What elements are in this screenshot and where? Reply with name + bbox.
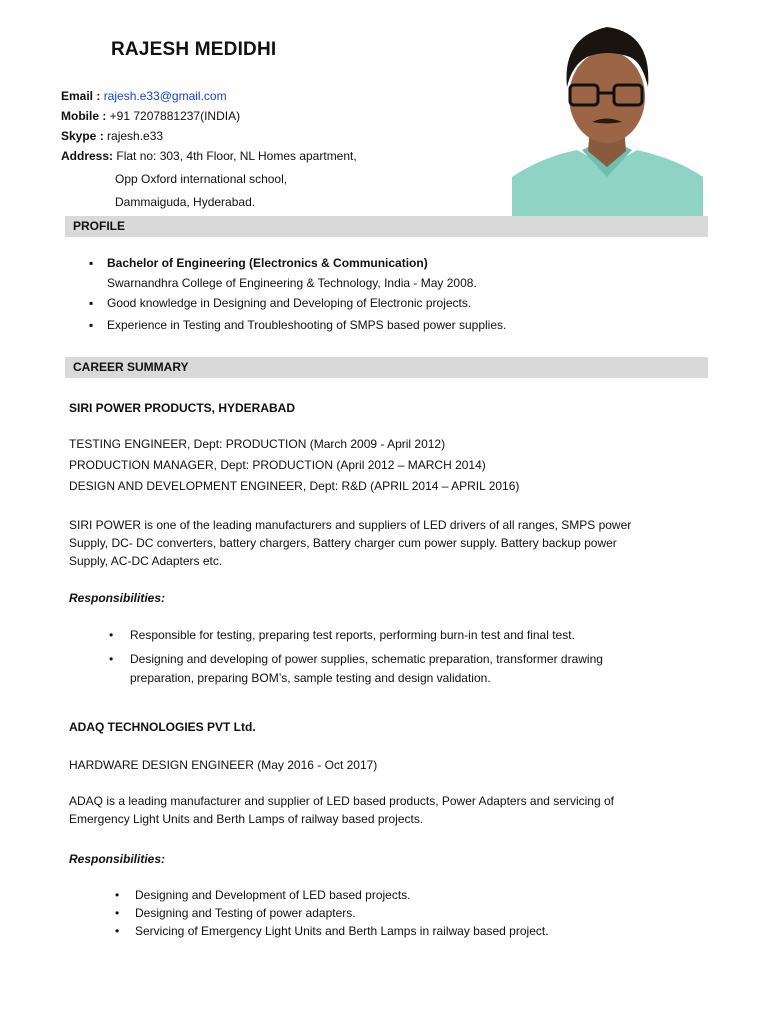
address-line-3: Dammaiguda, Hyderabad. bbox=[115, 195, 256, 209]
email-link[interactable]: rajesh.e33@gmail.com bbox=[103, 89, 227, 103]
mobile-label: Mobile : bbox=[61, 109, 110, 123]
profile-section-header bbox=[65, 216, 708, 237]
company-1-resp-2-cont: preparation, preparing BOM’s, sample testing and design validation. bbox=[130, 671, 491, 685]
company-2-desc-2: Emergency Light Units and Berth Lamps of railway based projects. bbox=[69, 812, 424, 826]
company-2-resp-2: Designing and Testing of power adapters. bbox=[135, 906, 356, 920]
address-label: Address: bbox=[61, 149, 117, 163]
address-line bbox=[61, 146, 357, 166]
skype-label: Skype : bbox=[61, 129, 108, 143]
profile-bullet-2: ▪ bbox=[89, 296, 94, 310]
skype-line bbox=[61, 126, 163, 146]
company-1-resp-bullet-2: • bbox=[109, 652, 114, 666]
company-1-role-1: TESTING ENGINEER, Dept: PRODUCTION (March 2009 - April 2012) bbox=[69, 437, 446, 451]
profile-item-1-title: Bachelor of Engineering (Electronics & Communication) bbox=[107, 256, 428, 270]
company-2-responsibilities-title: Responsibilities: bbox=[69, 852, 166, 866]
email-line bbox=[61, 86, 227, 106]
company-1-role-2: PRODUCTION MANAGER, Dept: PRODUCTION (April 2012 – MARCH 2014) bbox=[69, 458, 486, 472]
profile-item-1-sub: Swarnandhra College of Engineering & Technology, India - May 2008. bbox=[107, 276, 477, 290]
company-1-name: SIRI POWER PRODUCTS, HYDERABAD bbox=[69, 401, 296, 415]
mobile-value: +91 7207881237(INDIA) bbox=[109, 109, 241, 123]
candidate-name: RAJESH MEDIDHI bbox=[111, 39, 277, 60]
profile-bullet-3: ▪ bbox=[89, 318, 94, 332]
profile-photo bbox=[512, 17, 703, 217]
company-2-desc-1: ADAQ is a leading manufacturer and supplier of LED based products, Power Adapters and servicing of bbox=[69, 794, 614, 808]
address-line-1: Flat no: 303, 4th Floor, NL Homes apartment, bbox=[116, 149, 357, 163]
profile-item-2: Good knowledge in Designing and Developing of Electronic projects. bbox=[107, 296, 472, 310]
profile-section-title: PROFILE bbox=[73, 219, 126, 233]
company-1-desc-2: Supply, DC- DC converters, battery chargers, Battery charger cum power supply. Battery backup power bbox=[69, 536, 617, 550]
company-1-desc-1: SIRI POWER is one of the leading manufacturers and suppliers of LED drivers of all ranges, SMPS power bbox=[69, 518, 632, 532]
company-1-responsibilities-title: Responsibilities: bbox=[69, 591, 166, 605]
company-2-name: ADAQ TECHNOLOGIES PVT Ltd. bbox=[69, 720, 256, 734]
company-1-role-3: DESIGN AND DEVELOPMENT ENGINEER, Dept: R&D (APRIL 2014 – APRIL 2016) bbox=[69, 479, 520, 493]
email-label: Email : bbox=[61, 89, 104, 103]
address-line-2: Opp Oxford international school, bbox=[115, 172, 288, 186]
company-1-resp-1: Responsible for testing, preparing test reports, performing burn-in test and final test. bbox=[130, 628, 575, 642]
company-2-resp-bullet-2: • bbox=[115, 906, 120, 920]
company-1-resp-bullet-1: • bbox=[109, 628, 114, 642]
skype-value: rajesh.e33 bbox=[107, 129, 164, 143]
mobile-line bbox=[61, 106, 240, 126]
profile-item-3: Experience in Testing and Troubleshooting of SMPS based power supplies. bbox=[107, 318, 507, 332]
company-2-resp-bullet-3: • bbox=[115, 924, 120, 938]
company-2-resp-bullet-1: • bbox=[115, 888, 120, 902]
company-2-resp-3: Servicing of Emergency Light Units and Berth Lamps in railway based project. bbox=[135, 924, 549, 938]
career-section-header bbox=[65, 357, 708, 378]
company-1-desc-3: Supply, AC-DC Adapters etc. bbox=[69, 554, 223, 568]
career-section-title: CAREER SUMMARY bbox=[73, 360, 189, 374]
profile-bullet-1: ▪ bbox=[89, 256, 94, 270]
profile-photo-drawing bbox=[512, 17, 703, 217]
company-1-resp-2: Designing and developing of power supplies, schematic preparation, transformer drawing bbox=[130, 652, 603, 666]
company-2-role: HARDWARE DESIGN ENGINEER (May 2016 - Oct 2017) bbox=[69, 758, 378, 772]
company-2-resp-1: Designing and Development of LED based projects. bbox=[135, 888, 411, 902]
